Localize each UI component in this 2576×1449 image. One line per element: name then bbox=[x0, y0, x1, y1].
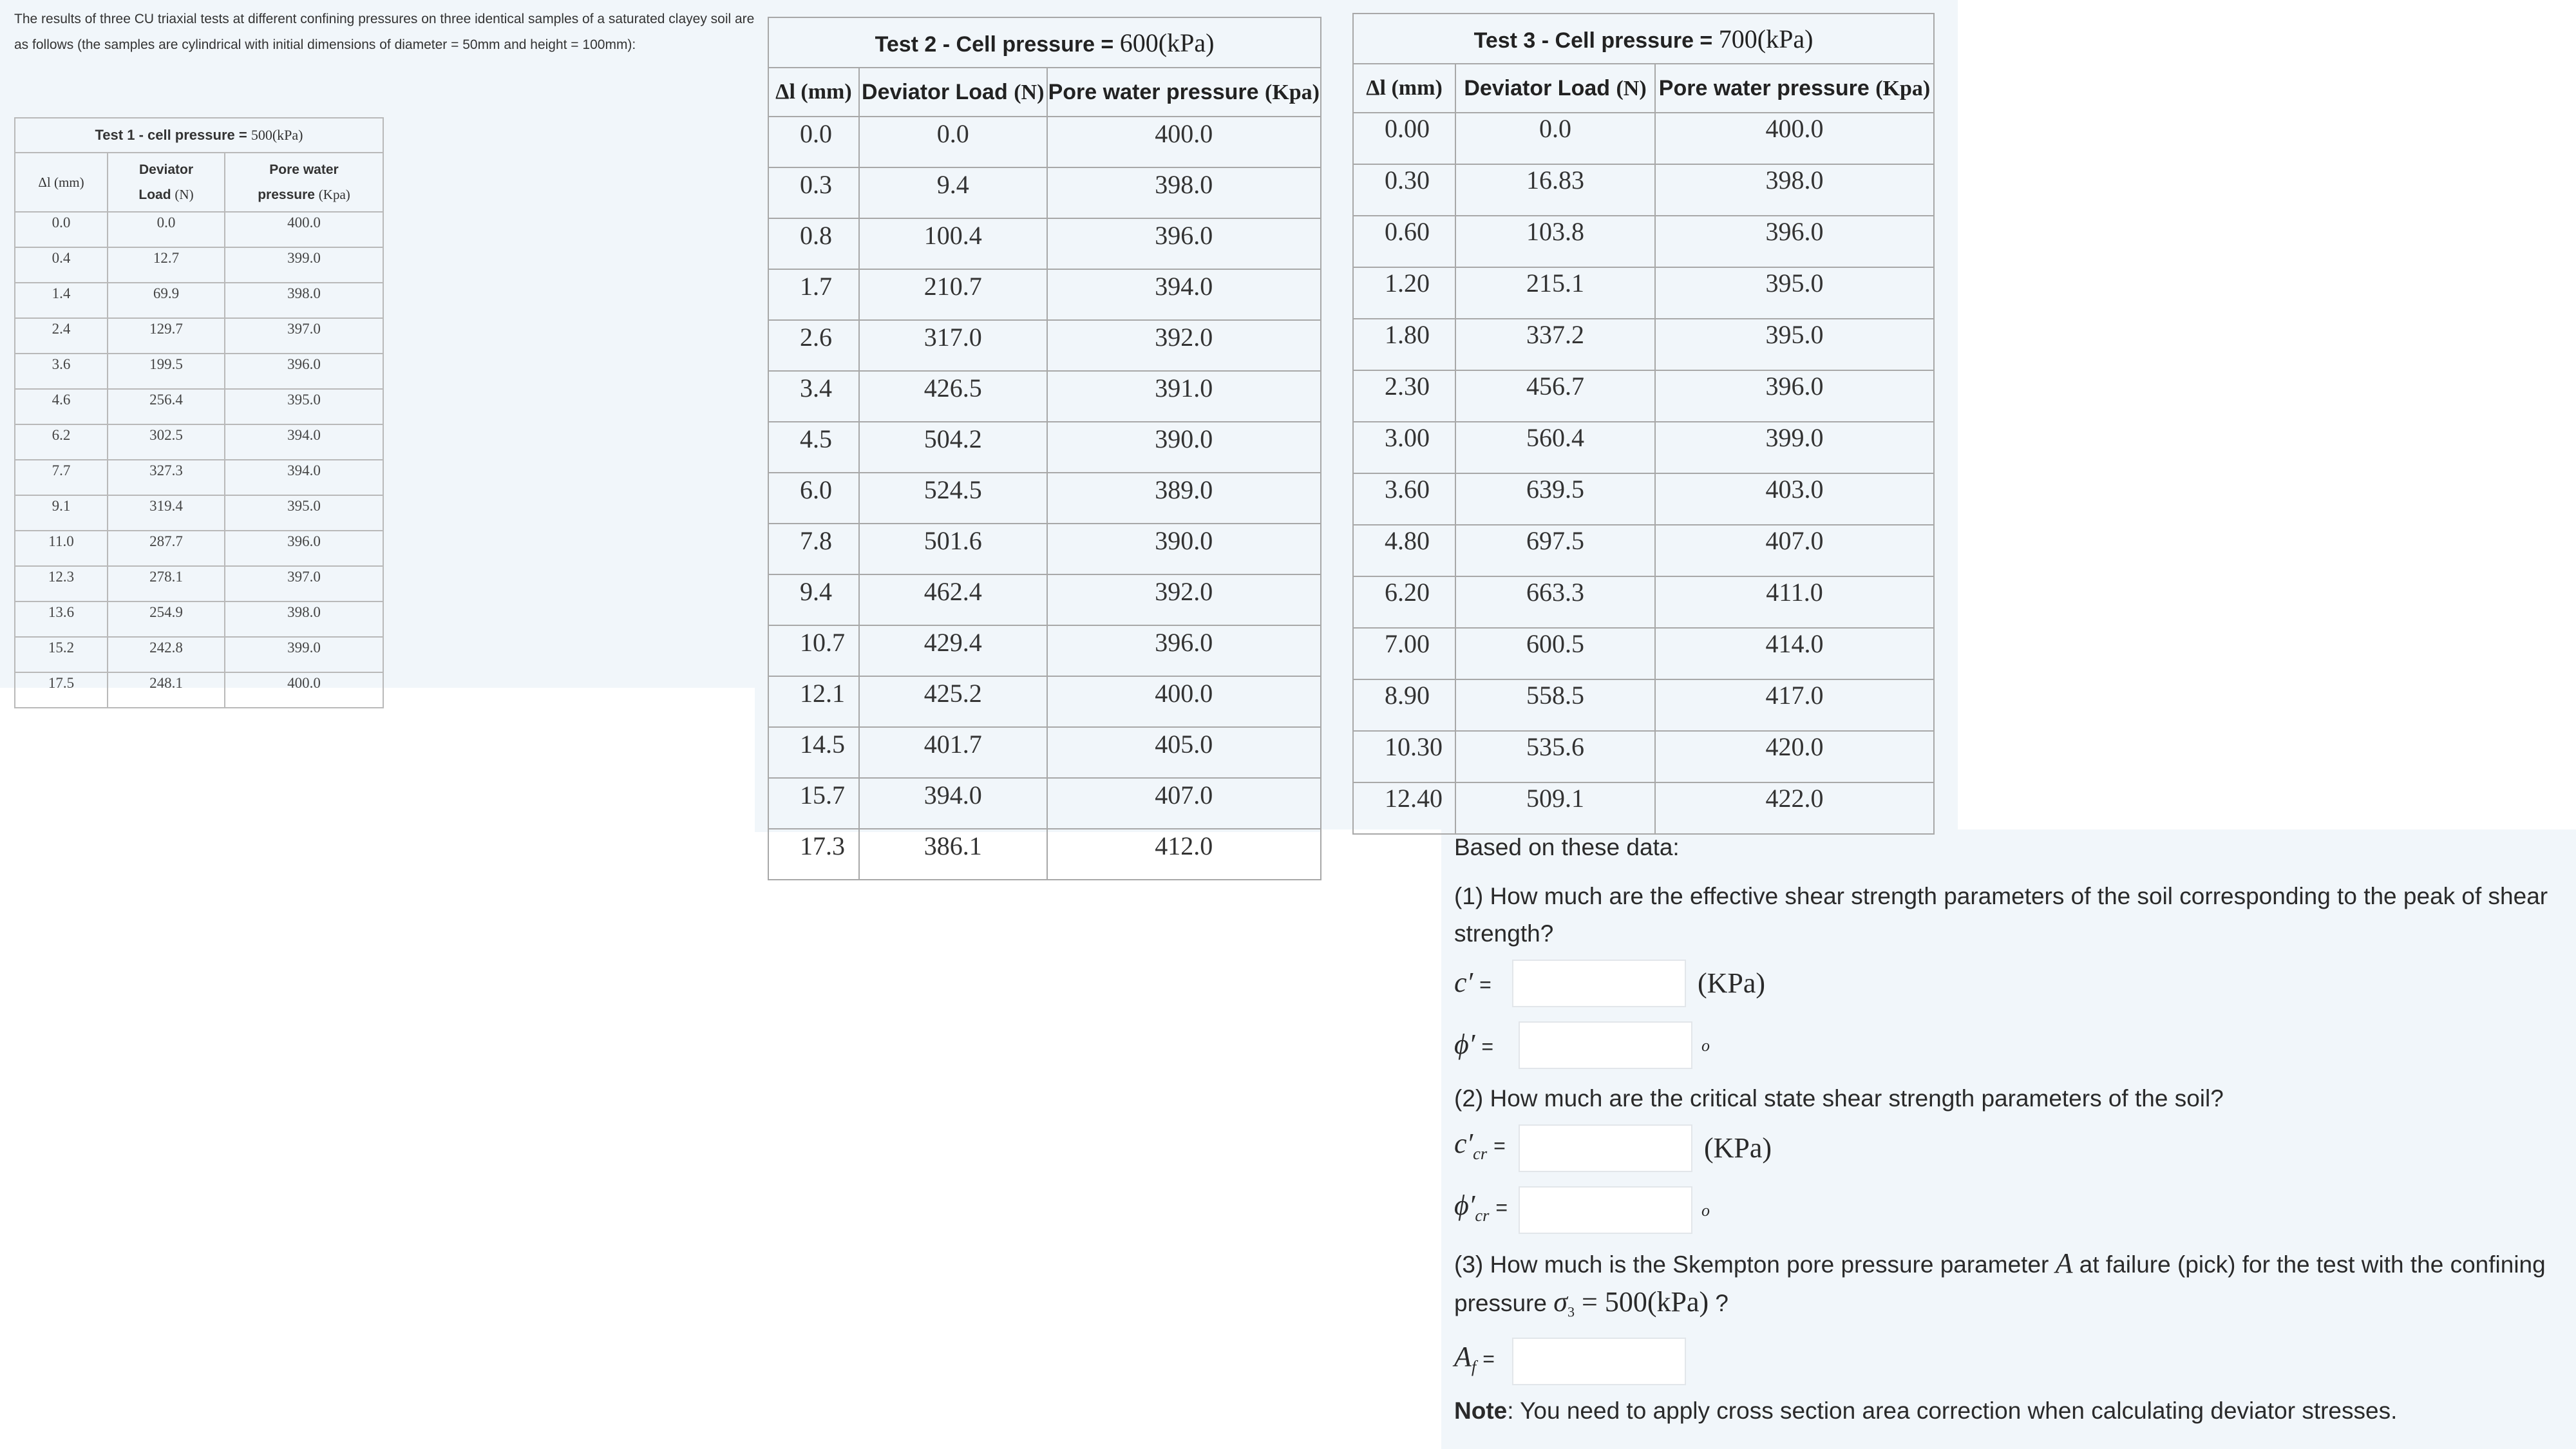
test3-cell-load: 600.5 bbox=[1455, 628, 1655, 679]
test2-row bbox=[768, 625, 1321, 676]
test1-cell-pwp: 395.0 bbox=[225, 389, 383, 424]
test1-cell-pwp: 394.0 bbox=[225, 424, 383, 460]
test3-cell-pwp: 417.0 bbox=[1655, 679, 1934, 731]
test2-cell-pwp: 405.0 bbox=[1047, 727, 1321, 778]
c-prime-label: c′ bbox=[1454, 966, 1473, 998]
test2-cell-pwp: 396.0 bbox=[1047, 625, 1321, 676]
test3-cell-load: 663.3 bbox=[1455, 576, 1655, 628]
test2-cell-pwp: 407.0 bbox=[1047, 778, 1321, 829]
test2-row bbox=[768, 676, 1321, 727]
test3-cell-pwp: 420.0 bbox=[1655, 731, 1934, 782]
test1-cell-pwp: 397.0 bbox=[225, 318, 383, 354]
af-label: A bbox=[1454, 1340, 1472, 1372]
test1-cell-dl: 6.2 bbox=[15, 424, 108, 460]
test2-row bbox=[768, 574, 1321, 625]
test2-cell-dl: 12.1 bbox=[768, 676, 859, 727]
test3-cell-pwp: 403.0 bbox=[1655, 473, 1934, 525]
test1-cell-dl: 11.0 bbox=[15, 531, 108, 566]
note: Note: You need to apply cross section area correction when calculating deviator stresses. bbox=[1454, 1397, 2398, 1425]
test2-cell-pwp: 391.0 bbox=[1047, 371, 1321, 422]
test3-cell-load: 456.7 bbox=[1455, 370, 1655, 422]
test2-cell-pwp: 392.0 bbox=[1047, 320, 1321, 371]
test1-cell-dl: 15.2 bbox=[15, 637, 108, 672]
test3-cell-pwp: 400.0 bbox=[1655, 113, 1934, 164]
test2-cell-pwp: 389.0 bbox=[1047, 473, 1321, 524]
test1-cell-load: 254.9 bbox=[108, 601, 225, 637]
test1-cell-dl: 0.4 bbox=[15, 247, 108, 283]
test2-cell-pwp: 398.0 bbox=[1047, 167, 1321, 218]
test1-row bbox=[15, 460, 383, 495]
test2-cell-load: 462.4 bbox=[859, 574, 1047, 625]
test2-cell-pwp: 400.0 bbox=[1047, 676, 1321, 727]
test3-cell-load: 697.5 bbox=[1455, 525, 1655, 576]
test2-cell-load: 524.5 bbox=[859, 473, 1047, 524]
test2-cell-pwp: 394.0 bbox=[1047, 269, 1321, 320]
test3-cell-pwp: 395.0 bbox=[1655, 319, 1934, 370]
test2-cell-load: 210.7 bbox=[859, 269, 1047, 320]
c-prime-unit: (KPa) bbox=[1698, 967, 1766, 999]
test1-cell-pwp: 396.0 bbox=[225, 531, 383, 566]
test1-cell-load: 248.1 bbox=[108, 672, 225, 708]
test3-row bbox=[1353, 679, 1934, 731]
test2-cell-pwp: 390.0 bbox=[1047, 524, 1321, 574]
test2-cell-pwp: 392.0 bbox=[1047, 574, 1321, 625]
phi-prime-label: ϕ′ bbox=[1454, 1028, 1475, 1060]
test1-row bbox=[15, 283, 383, 318]
test1-row bbox=[15, 495, 383, 531]
test1-cell-dl: 9.1 bbox=[15, 495, 108, 531]
phi-prime-degree: o bbox=[1701, 1036, 1710, 1055]
test1-cell-load: 129.7 bbox=[108, 318, 225, 354]
test2-cell-load: 401.7 bbox=[859, 727, 1047, 778]
test2-row bbox=[768, 829, 1321, 880]
test2-row bbox=[768, 320, 1321, 371]
test2-cell-dl: 2.6 bbox=[768, 320, 859, 371]
test1-cell-pwp: 397.0 bbox=[225, 566, 383, 601]
c-cr-unit: (KPa) bbox=[1704, 1132, 1772, 1164]
test2-cell-load: 386.1 bbox=[859, 829, 1047, 880]
test2-cell-dl: 1.7 bbox=[768, 269, 859, 320]
test3-row bbox=[1353, 731, 1934, 782]
test2-cell-load: 394.0 bbox=[859, 778, 1047, 829]
phi-cr-row: $\phi'_{cr}$ = o bbox=[1454, 1179, 2562, 1241]
test3-cell-pwp: 422.0 bbox=[1655, 782, 1934, 834]
test1-cell-dl: 4.6 bbox=[15, 389, 108, 424]
test1-cell-load: 0.0 bbox=[108, 212, 225, 247]
test1-cell-pwp: 399.0 bbox=[225, 247, 383, 283]
test2-cell-dl: 0.0 bbox=[768, 117, 859, 167]
test1-row bbox=[15, 672, 383, 708]
test2-cell-load: 0.0 bbox=[859, 117, 1047, 167]
test1-row bbox=[15, 389, 383, 424]
test3-cell-dl: 1.80 bbox=[1353, 319, 1455, 370]
test2-row bbox=[768, 524, 1321, 574]
test3-cell-pwp: 411.0 bbox=[1655, 576, 1934, 628]
test1-row bbox=[15, 566, 383, 601]
test3-cell-pwp: 398.0 bbox=[1655, 164, 1934, 216]
test2-cell-load: 317.0 bbox=[859, 320, 1047, 371]
test2-cell-dl: 6.0 bbox=[768, 473, 859, 524]
test2-cell-dl: 7.8 bbox=[768, 524, 859, 574]
test2-cell-load: 501.6 bbox=[859, 524, 1047, 574]
test3-cell-load: 639.5 bbox=[1455, 473, 1655, 525]
test2-col-dl: Δl (mm) bbox=[768, 68, 859, 117]
test3-cell-load: 337.2 bbox=[1455, 319, 1655, 370]
test1-table bbox=[14, 117, 384, 708]
test1-cell-load: 327.3 bbox=[108, 460, 225, 495]
test2-row bbox=[768, 422, 1321, 473]
test2-cell-pwp: 400.0 bbox=[1047, 117, 1321, 167]
test1-cell-pwp: 399.0 bbox=[225, 637, 383, 672]
test1-cell-pwp: 398.0 bbox=[225, 283, 383, 318]
test1-cell-dl: 0.0 bbox=[15, 212, 108, 247]
test1-cell-dl: 7.7 bbox=[15, 460, 108, 495]
test2-cell-load: 425.2 bbox=[859, 676, 1047, 727]
test3-cell-dl: 0.00 bbox=[1353, 113, 1455, 164]
test1-cell-pwp: 400.0 bbox=[225, 212, 383, 247]
test3-cell-dl: 0.60 bbox=[1353, 216, 1455, 267]
test2-cell-load: 429.4 bbox=[859, 625, 1047, 676]
test2-cell-dl: 4.5 bbox=[768, 422, 859, 473]
question-1: (1) How much are the effective shear strength parameters of the soil corresponding to the peak of shear strength? bbox=[1454, 883, 2548, 947]
test3-row bbox=[1353, 113, 1934, 164]
test2-cell-dl: 3.4 bbox=[768, 371, 859, 422]
test2-col-pwp: Pore water pressure (Kpa) bbox=[1047, 68, 1321, 117]
test3-cell-load: 558.5 bbox=[1455, 679, 1655, 731]
test1-cell-load: 287.7 bbox=[108, 531, 225, 566]
test2-cell-dl: 10.7 bbox=[768, 625, 859, 676]
test2-cell-dl: 17.3 bbox=[768, 829, 859, 880]
test1-row bbox=[15, 212, 383, 247]
test1-cell-dl: 1.4 bbox=[15, 283, 108, 318]
test1-cell-pwp: 395.0 bbox=[225, 495, 383, 531]
test1-row bbox=[15, 354, 383, 389]
test3-cell-pwp: 396.0 bbox=[1655, 370, 1934, 422]
test3-row bbox=[1353, 370, 1934, 422]
test3-cell-load: 103.8 bbox=[1455, 216, 1655, 267]
test2-row bbox=[768, 778, 1321, 829]
test3-cell-load: 16.83 bbox=[1455, 164, 1655, 216]
test1-cell-load: 12.7 bbox=[108, 247, 225, 283]
test1-cell-load: 69.9 bbox=[108, 283, 225, 318]
test3-cell-dl: 4.80 bbox=[1353, 525, 1455, 576]
test3-table bbox=[1352, 13, 1935, 835]
test2-cell-load: 426.5 bbox=[859, 371, 1047, 422]
test3-cell-dl: 7.00 bbox=[1353, 628, 1455, 679]
c-cr-input[interactable] bbox=[1519, 1124, 1692, 1172]
test1-row bbox=[15, 531, 383, 566]
af-input[interactable] bbox=[1512, 1338, 1686, 1385]
test2-cell-dl: 0.3 bbox=[768, 167, 859, 218]
test1-cell-dl: 12.3 bbox=[15, 566, 108, 601]
test2-table bbox=[768, 17, 1321, 880]
test3-row bbox=[1353, 319, 1934, 370]
test3-cell-load: 535.6 bbox=[1455, 731, 1655, 782]
test3-cell-dl: 3.60 bbox=[1353, 473, 1455, 525]
c-cr-label: c′ bbox=[1454, 1127, 1473, 1159]
test2-row bbox=[768, 218, 1321, 269]
test2-col-load: Deviator Load (N) bbox=[859, 68, 1047, 117]
test3-row bbox=[1353, 422, 1934, 473]
test3-row bbox=[1353, 782, 1934, 834]
test2-cell-pwp: 396.0 bbox=[1047, 218, 1321, 269]
test1-cell-load: 242.8 bbox=[108, 637, 225, 672]
c-prime-row: c′ = (KPa) bbox=[1454, 952, 2562, 1014]
test3-caption: Test 3 - Cell pressure = 700(kPa) bbox=[1353, 14, 1934, 64]
test1-row bbox=[15, 247, 383, 283]
c-cr-row: $c'_{cr}$ = (KPa) bbox=[1454, 1117, 2562, 1179]
test1-cell-dl: 2.4 bbox=[15, 318, 108, 354]
test2-cell-pwp: 390.0 bbox=[1047, 422, 1321, 473]
phi-cr-degree: o bbox=[1701, 1201, 1710, 1220]
test3-cell-dl: 1.20 bbox=[1353, 267, 1455, 319]
test1-col-dl: Δl (mm) bbox=[15, 153, 108, 212]
test3-cell-pwp: 396.0 bbox=[1655, 216, 1934, 267]
test3-cell-load: 215.1 bbox=[1455, 267, 1655, 319]
test2-row bbox=[768, 117, 1321, 167]
question-3: (3) How much is the Skempton pore pressure parameter A at failure (pick) for the test with the confining pressure $\sigma_3 = 500(kPa)$ ? bbox=[1454, 1247, 2546, 1320]
test1-row bbox=[15, 318, 383, 354]
test3-col-dl: Δl (mm) bbox=[1353, 64, 1455, 113]
test2-cell-load: 9.4 bbox=[859, 167, 1047, 218]
test3-row bbox=[1353, 267, 1934, 319]
test1-cell-pwp: 396.0 bbox=[225, 354, 383, 389]
test3-cell-load: 509.1 bbox=[1455, 782, 1655, 834]
test3-cell-pwp: 414.0 bbox=[1655, 628, 1934, 679]
test2-row bbox=[768, 167, 1321, 218]
test1-cell-load: 319.4 bbox=[108, 495, 225, 531]
test1-cell-load: 278.1 bbox=[108, 566, 225, 601]
test2-cell-load: 504.2 bbox=[859, 422, 1047, 473]
test3-cell-dl: 3.00 bbox=[1353, 422, 1455, 473]
test2-cell-dl: 0.8 bbox=[768, 218, 859, 269]
phi-prime-row: ϕ′ = o bbox=[1454, 1014, 2562, 1076]
test1-cell-dl: 13.6 bbox=[15, 601, 108, 637]
questions-lead: Based on these data: bbox=[1454, 834, 1680, 860]
test1-caption: Test 1 - cell pressure = 500(kPa) bbox=[15, 118, 383, 153]
test2-caption: Test 2 - Cell pressure = 600(kPa) bbox=[768, 17, 1321, 68]
test1-col-load: Deviator Load (N) bbox=[108, 153, 225, 212]
af-row: $A_f$ = bbox=[1454, 1331, 2562, 1392]
test3-cell-load: 0.0 bbox=[1455, 113, 1655, 164]
test1-cell-load: 256.4 bbox=[108, 389, 225, 424]
test3-row bbox=[1353, 525, 1934, 576]
test2-row bbox=[768, 473, 1321, 524]
test2-cell-load: 100.4 bbox=[859, 218, 1047, 269]
test1-cell-pwp: 394.0 bbox=[225, 460, 383, 495]
test3-cell-load: 560.4 bbox=[1455, 422, 1655, 473]
test3-cell-dl: 12.40 bbox=[1353, 782, 1455, 834]
question-2: (2) How much are the critical state shear strength parameters of the soil? bbox=[1454, 1085, 2224, 1112]
test1-cell-load: 302.5 bbox=[108, 424, 225, 460]
test1-row bbox=[15, 424, 383, 460]
test3-row bbox=[1353, 216, 1934, 267]
test3-row bbox=[1353, 473, 1934, 525]
test3-cell-dl: 0.30 bbox=[1353, 164, 1455, 216]
test2-cell-dl: 9.4 bbox=[768, 574, 859, 625]
test3-cell-dl: 2.30 bbox=[1353, 370, 1455, 422]
test2-row bbox=[768, 269, 1321, 320]
test2-cell-dl: 15.7 bbox=[768, 778, 859, 829]
c-prime-input[interactable] bbox=[1512, 960, 1686, 1007]
test2-row bbox=[768, 727, 1321, 778]
intro-text: The results of three CU triaxial tests at different confining pressures on three identical samples of a saturated clayey soil are as follows (the samples are cylindrical with initial dimensions of diameter = 50mm and height = 100mm): bbox=[14, 12, 755, 52]
test3-row bbox=[1353, 576, 1934, 628]
test1-cell-dl: 17.5 bbox=[15, 672, 108, 708]
test1-cell-pwp: 400.0 bbox=[225, 672, 383, 708]
test1-cell-load: 199.5 bbox=[108, 354, 225, 389]
test3-cell-pwp: 407.0 bbox=[1655, 525, 1934, 576]
test1-cell-dl: 3.6 bbox=[15, 354, 108, 389]
test3-row bbox=[1353, 628, 1934, 679]
phi-cr-input[interactable] bbox=[1519, 1186, 1692, 1234]
test1-row bbox=[15, 601, 383, 637]
test2-row bbox=[768, 371, 1321, 422]
test3-cell-pwp: 399.0 bbox=[1655, 422, 1934, 473]
test1-row bbox=[15, 637, 383, 672]
test3-col-pwp: Pore water pressure (Kpa) bbox=[1655, 64, 1934, 113]
test3-cell-pwp: 395.0 bbox=[1655, 267, 1934, 319]
questions bbox=[1454, 829, 2562, 1430]
test1-cell-pwp: 398.0 bbox=[225, 601, 383, 637]
phi-prime-input[interactable] bbox=[1519, 1021, 1692, 1069]
test2-cell-pwp: 412.0 bbox=[1047, 829, 1321, 880]
test3-cell-dl: 8.90 bbox=[1353, 679, 1455, 731]
phi-cr-label: ϕ′ bbox=[1454, 1189, 1475, 1221]
test3-cell-dl: 6.20 bbox=[1353, 576, 1455, 628]
test3-col-load: Deviator Load (N) bbox=[1455, 64, 1655, 113]
test1-col-pwp: Pore water pressure (Kpa) bbox=[225, 153, 383, 212]
test2-cell-dl: 14.5 bbox=[768, 727, 859, 778]
test3-row bbox=[1353, 164, 1934, 216]
test3-cell-dl: 10.30 bbox=[1353, 731, 1455, 782]
